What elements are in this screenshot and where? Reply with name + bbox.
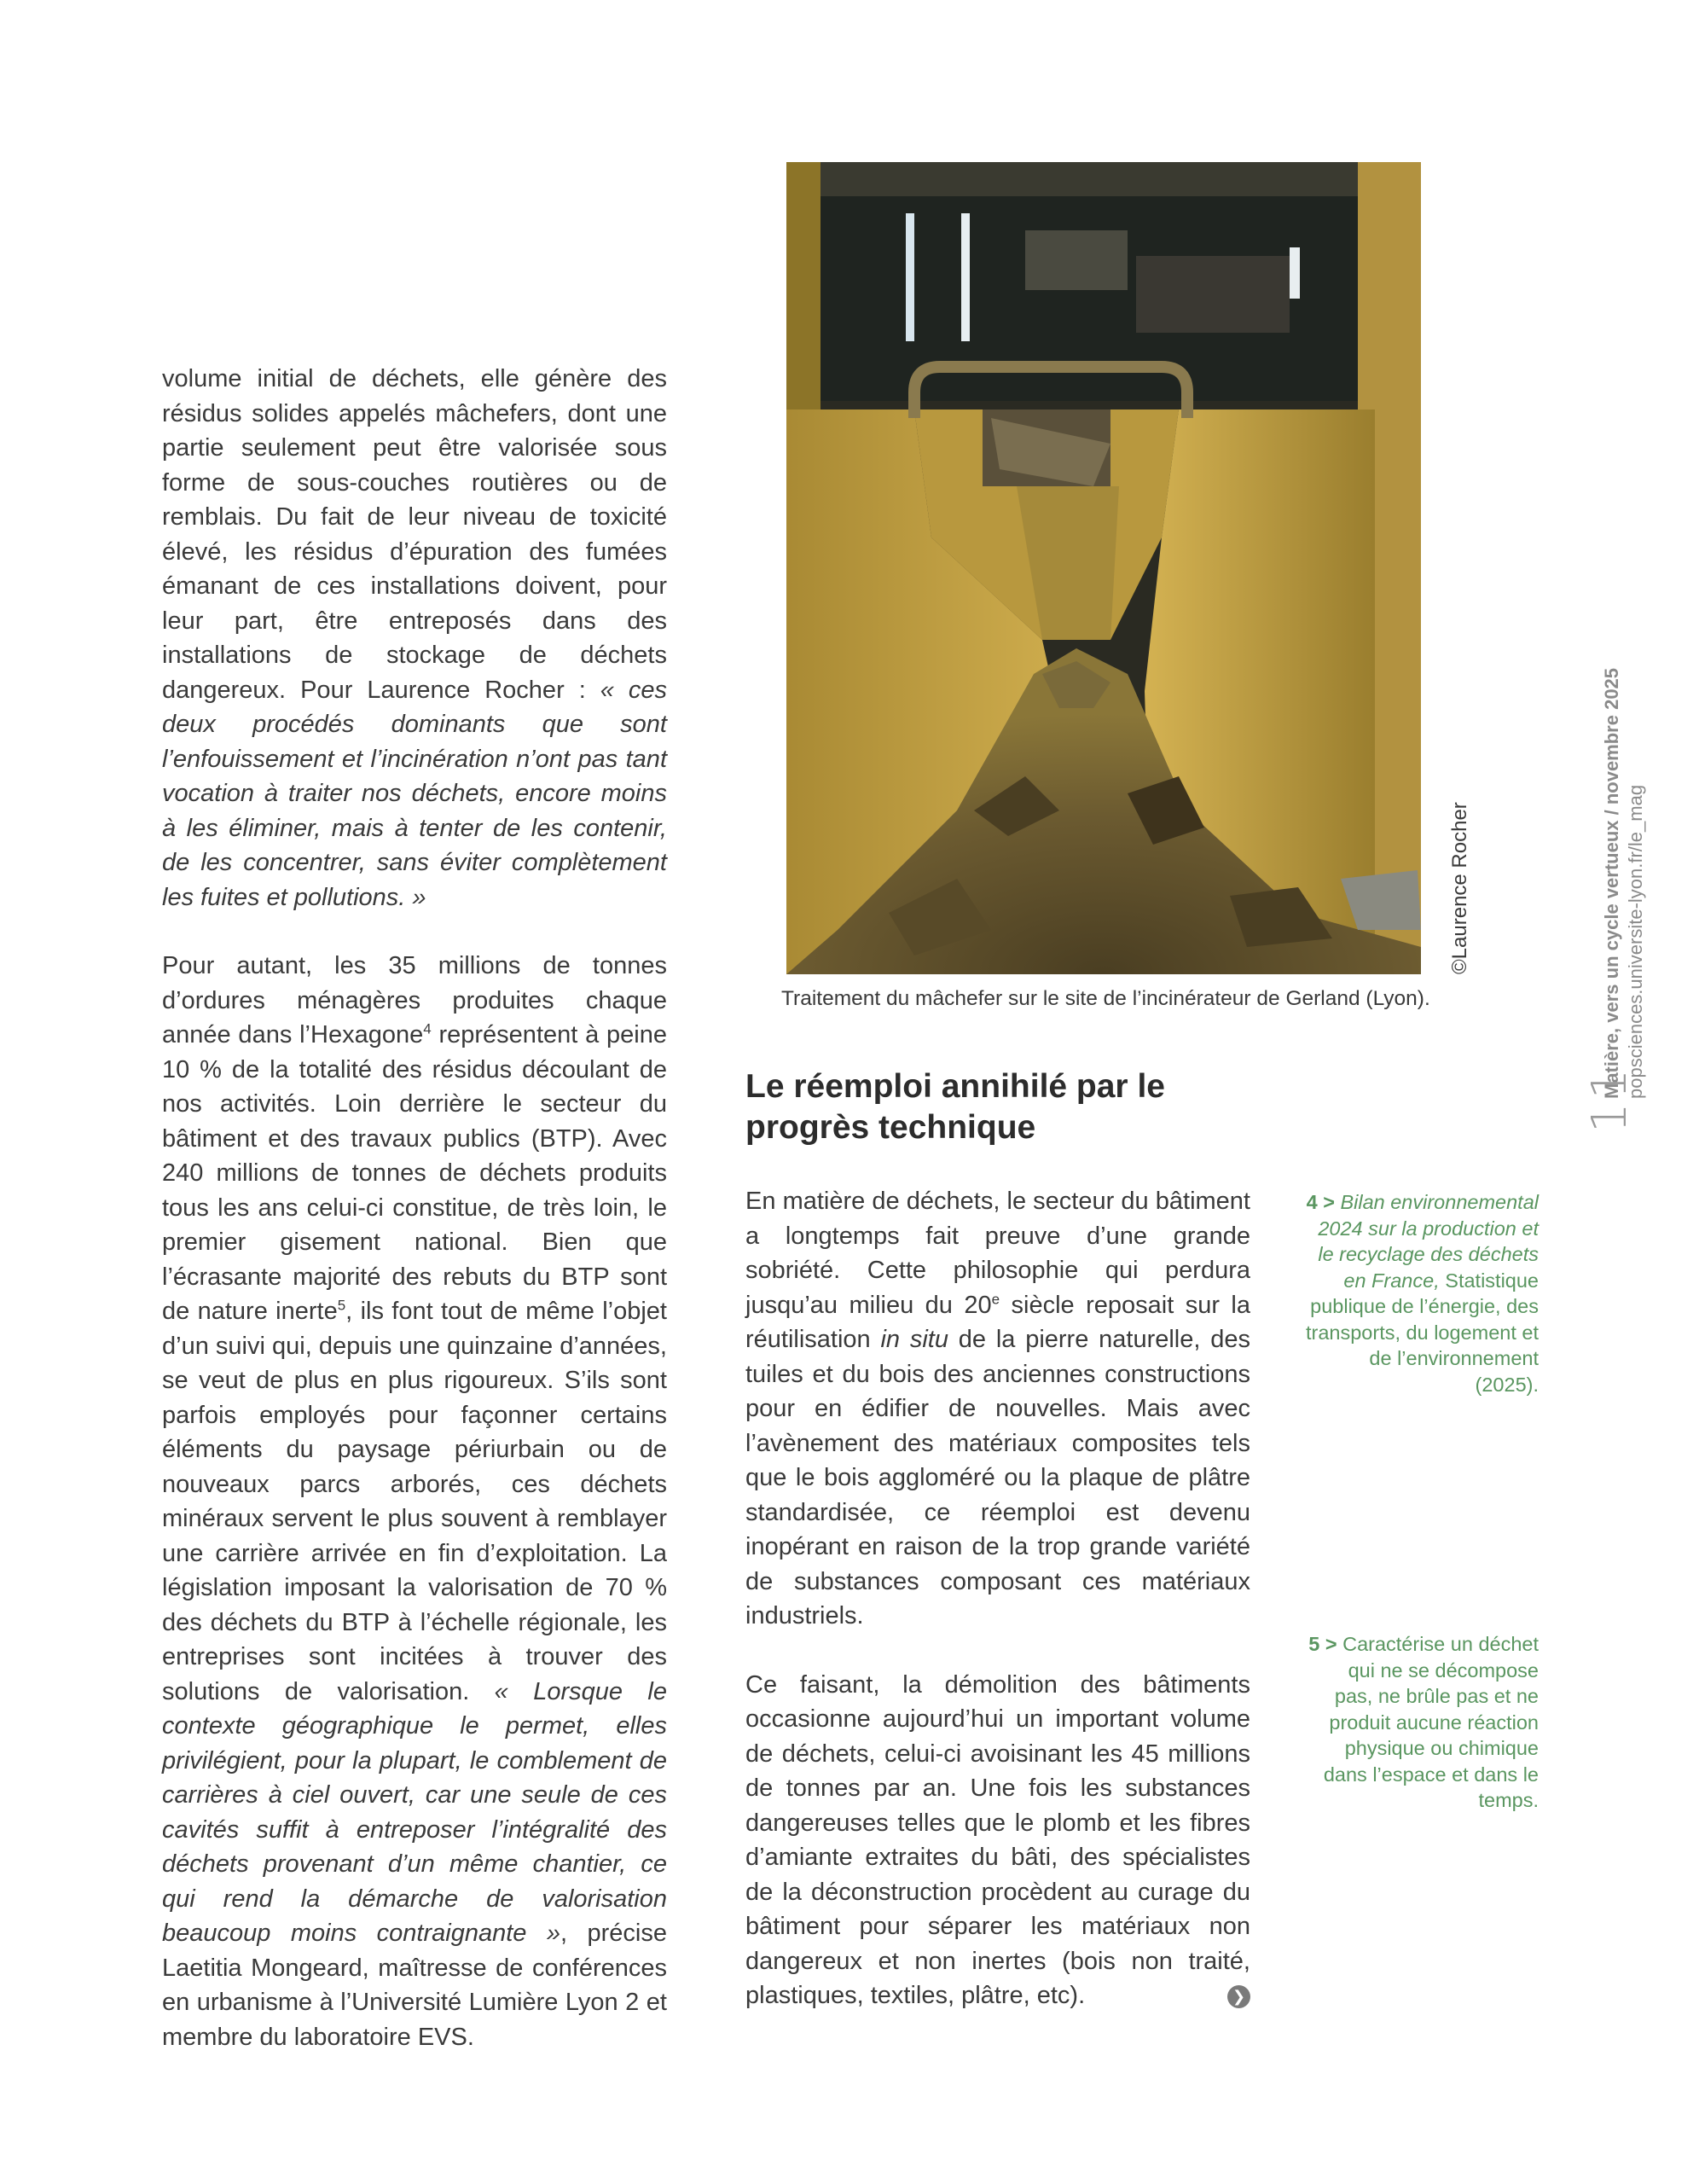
- footnote-5-text: Caractérise un déchet qui ne se décompose pas, ne brûle pas et ne produit aucune réaction physique ou chimique dans l’espace et dans le temps.: [1323, 1633, 1539, 1811]
- magazine-title: Matière, vers un cycle vertueux / novembre 2025: [1601, 667, 1622, 1099]
- footnote-4-number: 4 >: [1306, 1191, 1335, 1213]
- section-heading: Le réemploi annihilé par le progrès technique: [745, 1068, 1165, 1146]
- magazine-url: popsciences.universite-lyon.fr/le_mag: [1625, 784, 1646, 1099]
- incinerator-photo: [786, 162, 1421, 974]
- middle-paragraph-1: En matière de déchets, le secteur du bâtiment a longtemps fait preuve d’une grande sobriété. Cette philosophie qui perdura jusqu’au milieu du 20e siècle reposait sur la réutilisation in situ de la pierre naturelle, des tuiles et du bois des anciennes constructions pour en édifier de nouvelles. Mais avec l’avènement des matériaux composites tels que le bois aggloméré ou la plaque de plâtre standardisée, ce réemploi est devenu inopérant en raison de la trop grande variété de substances composant ces matériaux industriels.: [745, 1188, 1250, 1629]
- footnote-4: [1305, 1189, 1539, 1397]
- middle-column: [745, 1184, 1250, 2013]
- in-situ-term: in situ: [880, 1326, 948, 1353]
- footnote-ref-5: 5: [337, 1297, 346, 1314]
- page-number: 11: [1582, 1065, 1638, 1133]
- footnote-5-number: 5 >: [1308, 1633, 1337, 1655]
- footnote-5: [1305, 1631, 1539, 1814]
- left-paragraph-1: volume initial de déchets, elle génère des résidus solides appelés mâchefers, dont une partie seulement peut être valorisée sous forme de sous-couches routières ou de remblais. Du fait de leur niveau de toxicité élevé, les résidus d’épuration des fumées émanant de ces installations doivent, pour leur part, être entreposés dans des installations de stockage de déchets dangereux. Pour Laurence Rocher : « ces deux procédés dominants que sont l’enfouissement et l’incinération n’ont pas tant vocation à traiter nos déchets, encore moins à les éliminer, mais à tenter de les contenir, de les concentrer, sans éviter complètement les fuites et pollutions. »: [162, 365, 667, 911]
- laurence-rocher-quote: « ces deux procédés dominants que sont l’enfouissement et l’incinération n’ont pas tant vocation à traiter nos déchets, encore moins à les éliminer, mais à tenter de les contenir, de les concentrer, sans éviter complètement les fuites et pollutions. »: [162, 676, 667, 911]
- photo-credit: ©Laurence Rocher: [1448, 802, 1471, 974]
- laetitia-mongeard-quote: « Lorsque le contexte géographique le permet, elles privilégient, pour la plupart, le comblement de carrières à ciel ouvert, car une seule de ces cavités suffit à entreposer l’intégralité des déchets provenant d’un même chantier, ce qui rend la démarche de valorisation beaucoup moins contraignante »: [162, 1677, 667, 1947]
- side-banner: [1600, 668, 1648, 1099]
- continue-arrow-icon: ❯: [1227, 1985, 1250, 2008]
- century-superscript: e: [991, 1290, 1000, 1307]
- left-column: [162, 362, 667, 2054]
- left-paragraph-2: Pour autant, les 35 millions de tonnes d’ordures ménagères produites chaque année dans l’Hexagone$^4$ représentent à peine 10 % de la totalité des résidus découlant de nos activités. Loin derrière le secteur du bâtiment et des travaux publics (BTP). Avec 240 millions de tonnes de déchets produits tous les ans celui-ci constitue, de très loin, le premier gisement national. Bien que l’écrasante majorité des rebuts du BTP sont de nature inerte$^5$, ils font tout de même l’objet d’un suivi qui, depuis une quinzaine d’années, se veut de plus en plus rigoureux. S’ils sont parfois employés pour façonner certains éléments du paysage périurbain ou de nouveaux parcs arborés, ces déchets minéraux servent le plus souvent à remblayer une carrière arrivée en fin d’exploitation. La législation imposant la valorisation de 70 % des déchets du BTP à l’échelle régionale, les entreprises sont incitées à trouver des solutions de valorisation. « Lorsque le contexte géographique le permet, elles privilégient, pour la plupart, le comblement de carrières à ciel ouvert, car une seule de ces cavités suffit à entreposer l’intégralité des déchets provenant d’un même chantier, ce qui rend la démarche de valorisation beaucoup moins contraignante », précise Laetitia Mongeard, maîtresse de conférences en urbanisme à l’Université Lumière Lyon 2 et membre du laboratoire EVS.: [162, 952, 667, 2051]
- footnote-ref-4: 4: [423, 1020, 432, 1037]
- footnote-4-title: Bilan environnemental 2024 sur la production et le recyclage des déchets en France,: [1318, 1191, 1539, 1292]
- middle-paragraph-2: Ce faisant, la démolition des bâtiments occasionne aujourd’hui un important volume de déchets, celui-ci avoisinant les 45 millions de tonnes par an. Une fois les substances dangereuses telles que le plomb et les fibres d’amiante extraites du bâti, des spécialistes de la déconstruction procèdent au curage du bâtiment pour séparer les matériaux non dangereux et non inertes (bois non traité, plastiques, textiles, plâtre, etc). ❯: [745, 1670, 1250, 2009]
- footnote-4-source: Statistique publique de l’énergie, des transports, du logement et de l’environnement (2025).: [1305, 1269, 1539, 1396]
- photo-caption: Traitement du mâchefer sur le site de l’incinérateur de Gerland (Lyon).: [781, 987, 1430, 1010]
